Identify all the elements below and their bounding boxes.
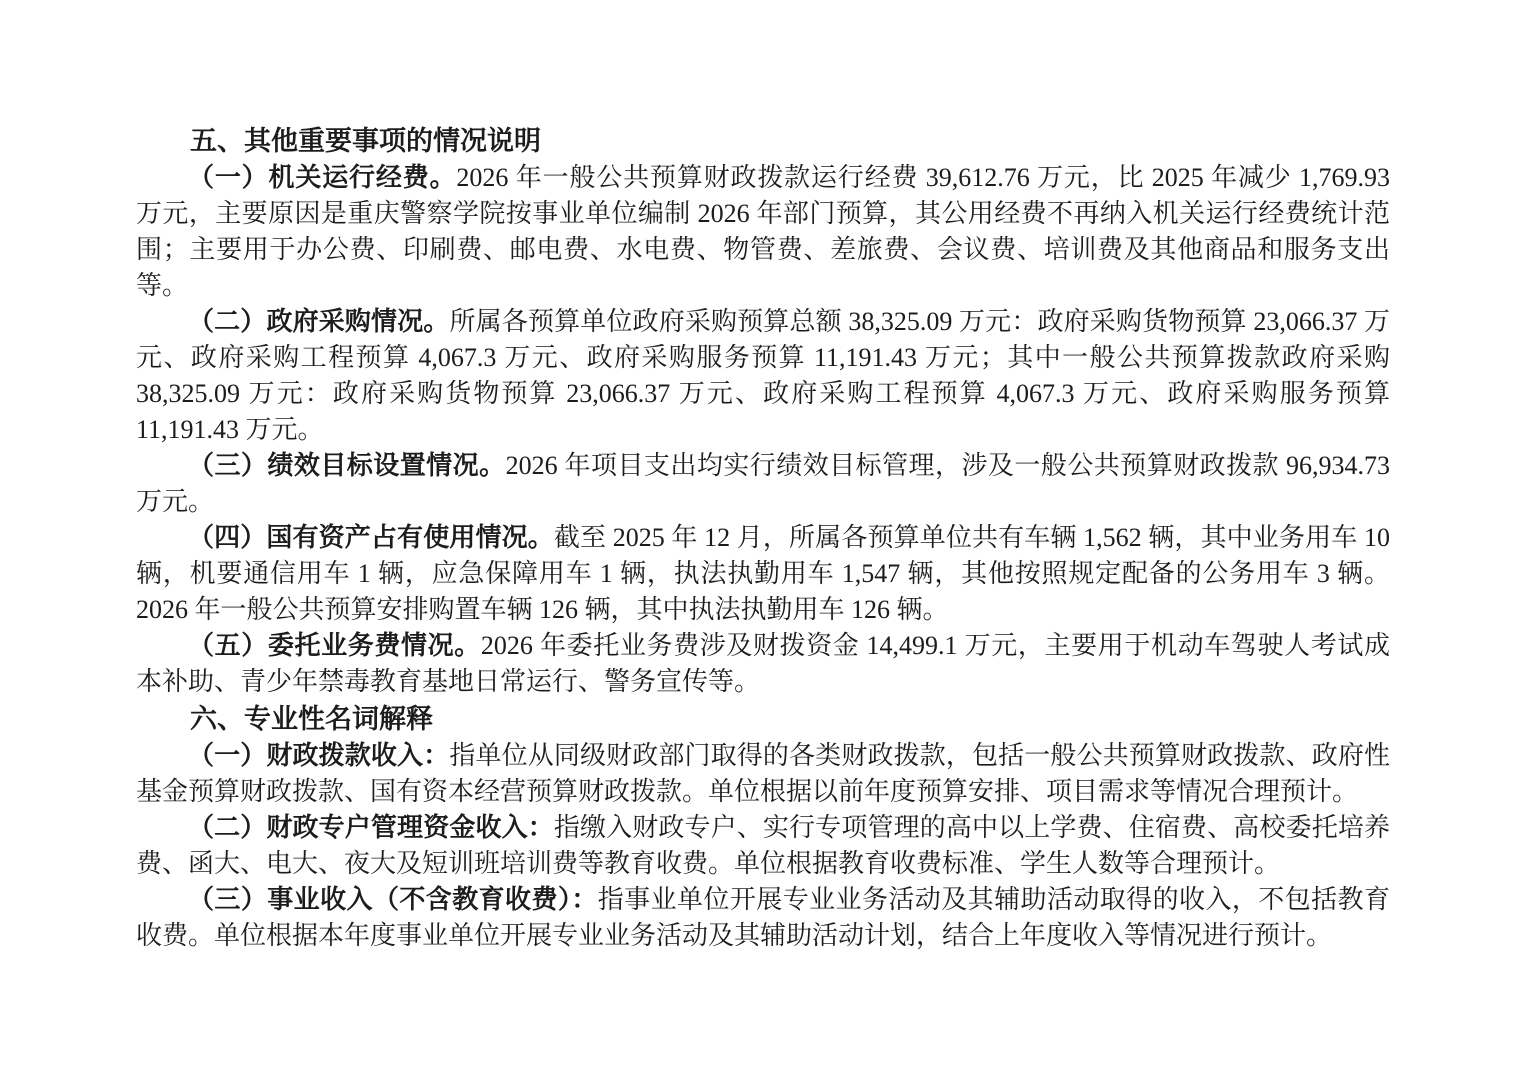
paragraph-body: 指缴入财政专户、实行专项管理的高中以上学费、住宿费、高校委托培养费、函大、电大、夜大及短训班培训费等教育收费。单位根据教育收费标准、学生人数等合理预计。 (136, 813, 1390, 878)
paragraph-government-procurement (136, 304, 1390, 448)
document-content (136, 122, 1390, 954)
paragraph-special-account-income (136, 810, 1390, 882)
paragraph-fiscal-appropriation-income (136, 738, 1390, 810)
paragraph-body: 2026 年委托业务费涉及财拨资金 14,499.1 万元，主要用于机动车驾驶人考试成本补助、青少年禁毒教育基地日常运行、警务宣传等。 (136, 631, 1390, 696)
paragraph-lead: （二）财政专户管理资金收入： (188, 813, 554, 842)
paragraph-org-operating-expenses (136, 160, 1390, 304)
paragraph-state-assets (136, 520, 1390, 628)
paragraph-entrusted-services (136, 628, 1390, 700)
paragraph-body: 2026 年项目支出均实行绩效目标管理，涉及一般公共预算财政拨款 96,934.73 万元。 (136, 451, 1390, 516)
paragraph-body: 截至 2025 年 12 月，所属各预算单位共有车辆 1,562 辆，其中业务用车 10 辆，机要通信用车 1 辆，应急保障用车 1 辆，执法执勤用车 1,547 辆，其他按照规定配备的公务用车 3 辆。2026 年一般公共预算安排购置车辆 126 辆，其中执法执勤用车 126 辆。 (136, 523, 1390, 624)
paragraph-business-income (136, 882, 1390, 954)
paragraph-lead: （五）委托业务费情况。 (188, 631, 481, 660)
paragraph-lead: （四）国有资产占有使用情况。 (188, 523, 554, 552)
paragraph-body: 2026 年一般公共预算财政拨款运行经费 39,612.76 万元，比 2025 年减少 1,769.93 万元，主要原因是重庆警察学院按事业单位编制 2026 年部门预算，其公用经费不再纳入机关运行经费统计范围；主要用于办公费、印刷费、邮电费、水电费、物管费、差旅费、会议费、培训费及其他商品和服务支出等。 (136, 163, 1390, 300)
paragraph-body: 指事业单位开展专业业务活动及其辅助活动取得的收入，不包括教育收费。单位根据本年度事业单位开展专业业务活动及其辅助活动计划，结合上年度收入等情况进行预计。 (136, 885, 1390, 950)
paragraph-performance-targets (136, 448, 1390, 520)
section-heading-5: 五、其他重要事项的情况说明 (190, 126, 541, 156)
paragraph-body: 指单位从同级财政部门取得的各类财政拨款，包括一般公共预算财政拨款、政府性基金预算财政拨款、国有资本经营预算财政拨款。单位根据以前年度预算安排、项目需求等情况合理预计。 (136, 741, 1390, 806)
paragraph-lead: （二）政府采购情况。 (188, 307, 450, 336)
section-heading-6: 六、专业性名词解释 (190, 704, 433, 734)
paragraph-lead: （三）绩效目标设置情况。 (188, 451, 506, 480)
paragraph-lead: （三）事业收入（不含教育收费）： (188, 885, 598, 914)
paragraph-body: 所属各预算单位政府采购预算总额 38,325.09 万元：政府采购货物预算 23,066.37 万元、政府采购工程预算 4,067.3 万元、政府采购服务预算 11,191.43 万元；其中一般公共预算拨款政府采购 38,325.09 万元：政府采购货物预算 23,066.37 万元、政府采购工程预算 4,067.3 万元、政府采购服务预算 11,191.43 万元。 (136, 307, 1390, 444)
paragraph-lead: （一）财政拨款收入： (188, 741, 450, 770)
paragraph-lead: （一）机关运行经费。 (188, 163, 457, 192)
